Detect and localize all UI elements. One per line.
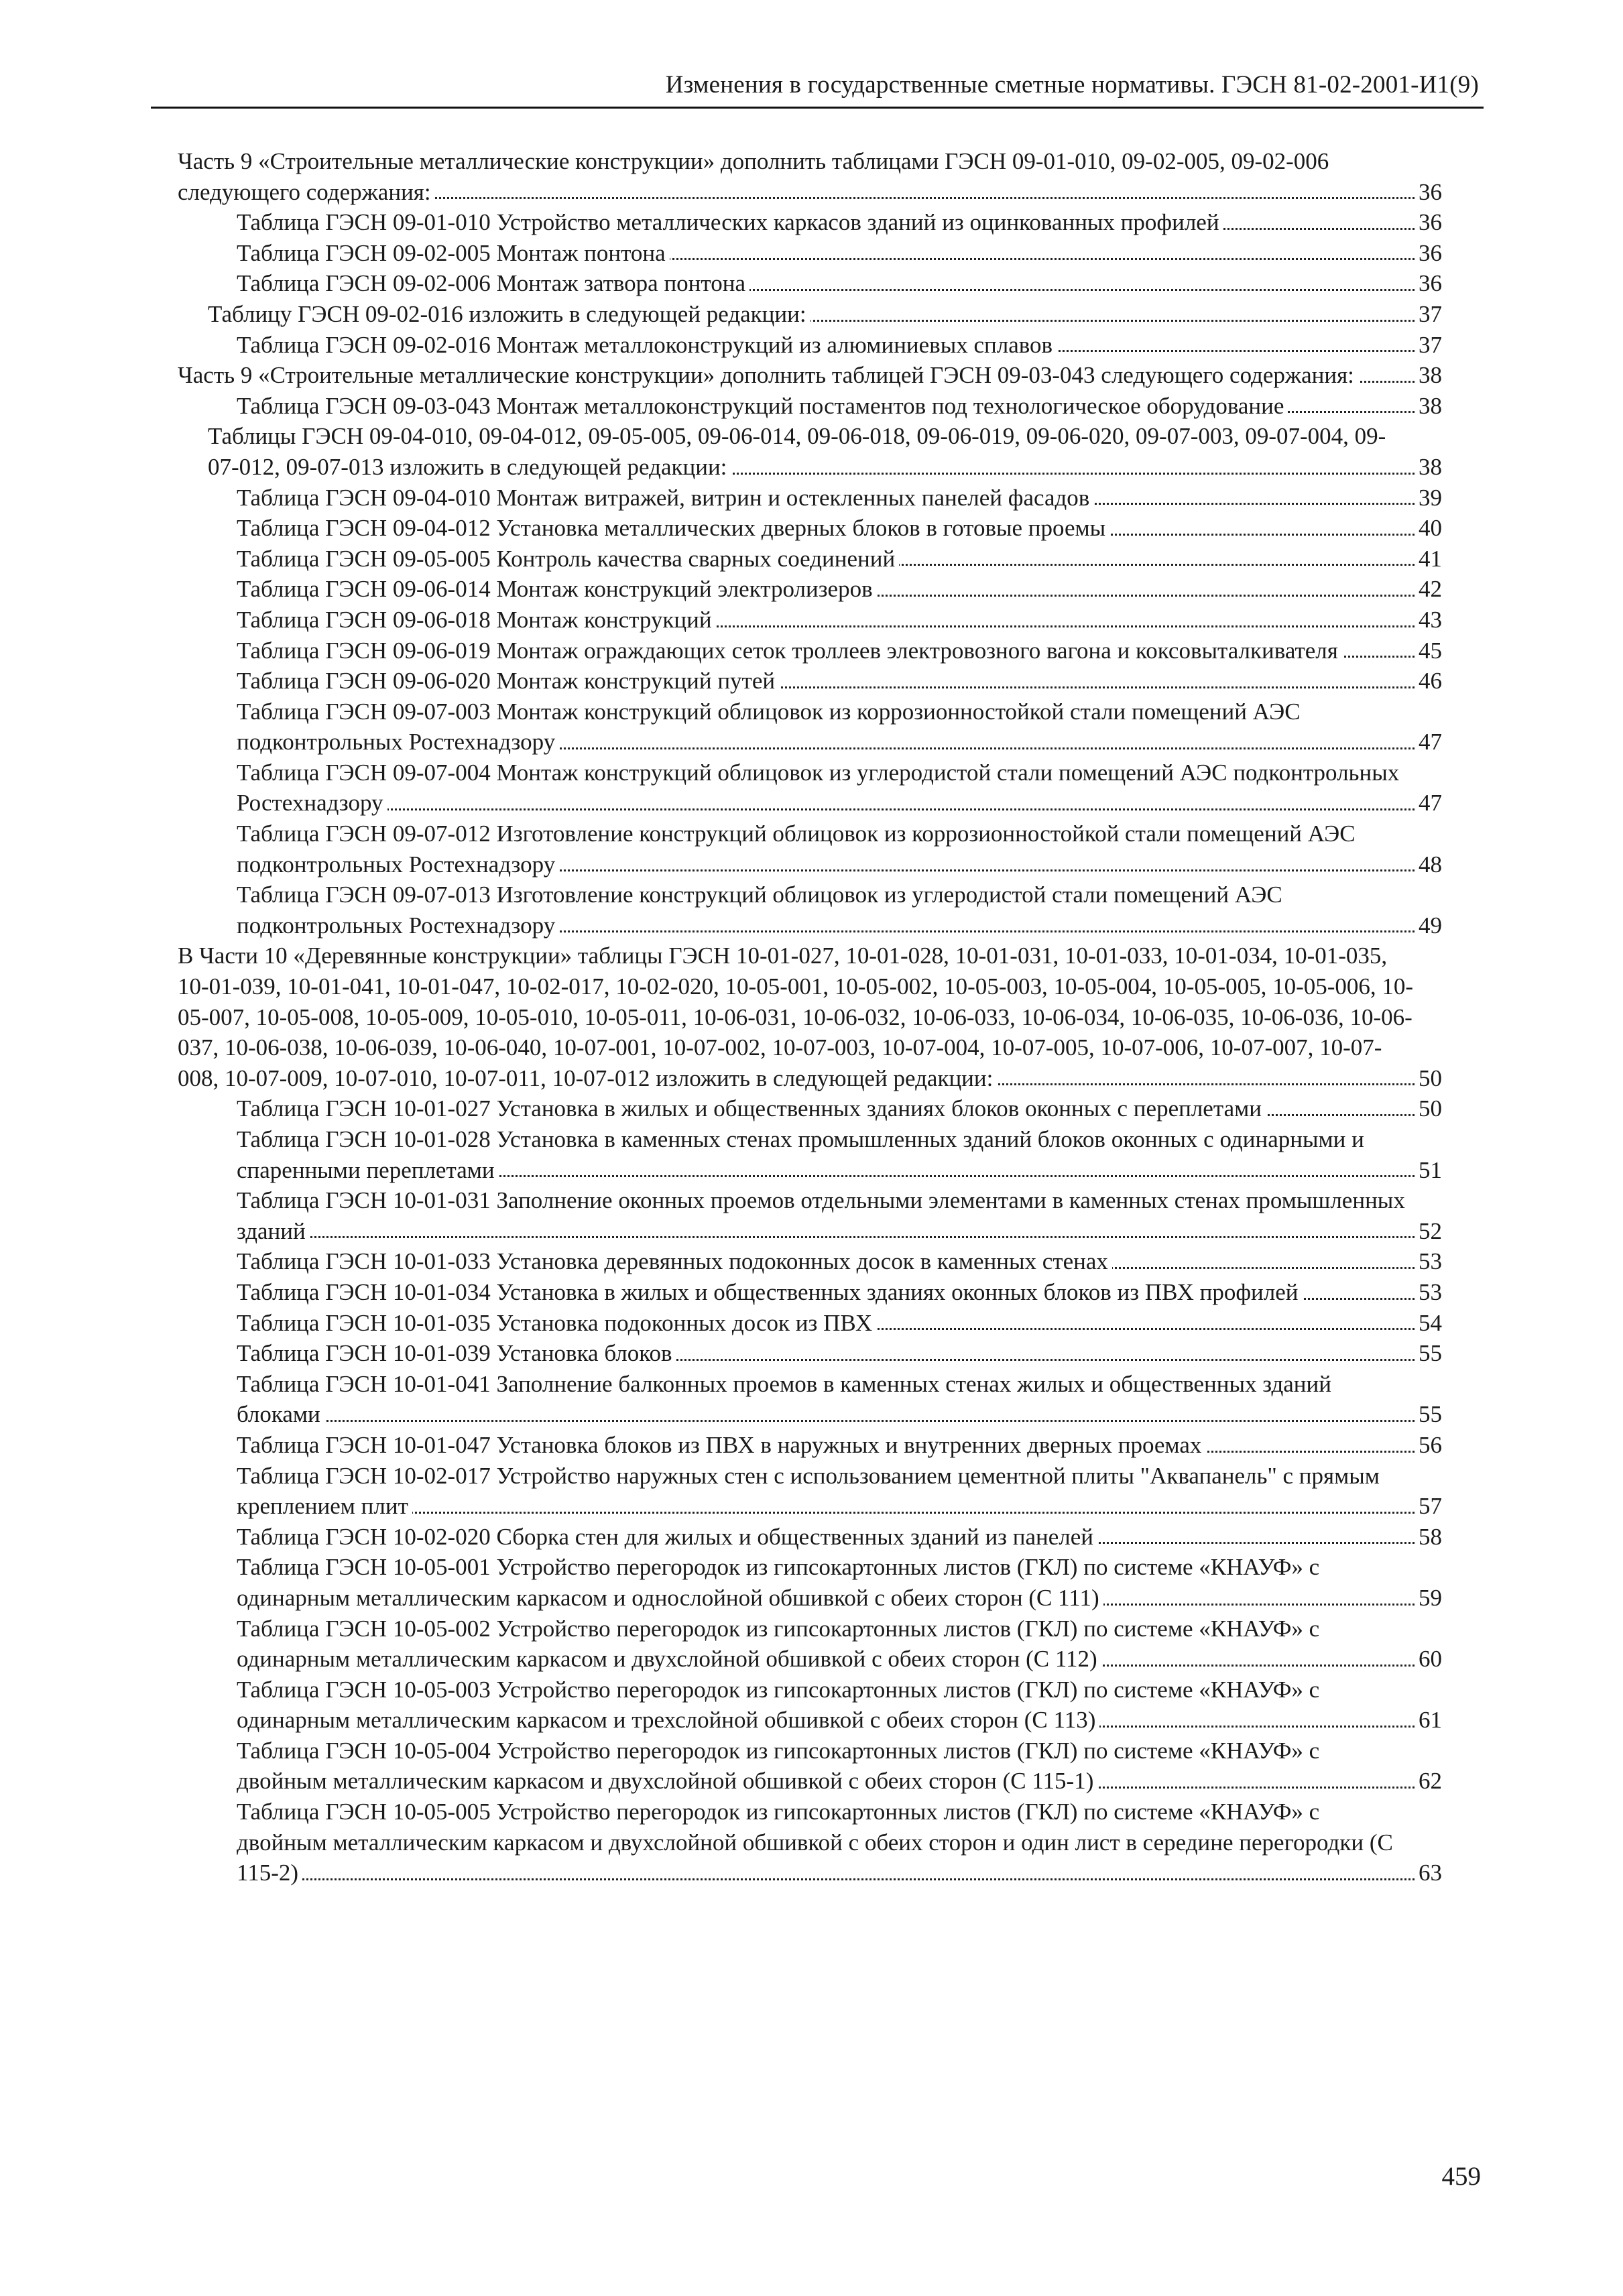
table-of-contents xyxy=(178,146,1461,1888)
toc-entry[interactable] xyxy=(237,666,1461,697)
toc-entry-title: Таблица ГЭСН 10-01-041 Заполнение балконных проемов в каменных стенах жилых и общественных зданий блоками xyxy=(237,1370,1332,1428)
toc-entry[interactable] xyxy=(178,941,1461,1093)
toc-entry-title: Таблица ГЭСН 09-07-013 Изготовление конструкций облицовок из углеродистой стали помещений АЭС подконтрольных Ростехнадзору xyxy=(237,882,1282,939)
toc-entry[interactable] xyxy=(237,1552,1461,1613)
toc-entry-page-number: 36 xyxy=(1419,270,1442,297)
toc-entry-page-number: 43 xyxy=(1419,606,1442,633)
toc-entry[interactable] xyxy=(237,1185,1461,1246)
toc-entry-title: Таблица ГЭСН 10-01-035 Установка подоконных досок из ПВХ xyxy=(237,1310,876,1336)
toc-entry-page-number: 38 xyxy=(1419,453,1442,480)
toc-entry[interactable] xyxy=(208,299,1461,330)
toc-entry-title: Таблица ГЭСН 10-05-005 Устройство перегородок из гипсокартонных листов (ГКЛ) по системе «КНАУФ» с двойным металлическим каркасом и двухслойной обшивкой с обеих сторон и один лист в середине перегородки (С 115-2) xyxy=(237,1799,1393,1886)
toc-entry[interactable] xyxy=(237,1093,1461,1124)
toc-entry-title: Часть 9 «Строительные металлические конструкции» дополнить таблицей ГЭСН 09-03-043 следующего содержания: xyxy=(178,362,1358,388)
toc-entry-title: Таблица ГЭСН 09-06-019 Монтаж ограждающих сеток троллеев электровозного вагона и коксовыталкивателя xyxy=(237,638,1342,664)
toc-entry-page-number: 40 xyxy=(1419,515,1442,542)
toc-entry[interactable] xyxy=(237,1246,1461,1277)
toc-entry-page-number: 47 xyxy=(1419,790,1442,817)
toc-entry[interactable] xyxy=(178,146,1461,207)
toc-entry[interactable] xyxy=(237,697,1461,758)
toc-entry[interactable] xyxy=(237,391,1461,422)
toc-entry-title: Таблица ГЭСН 09-02-016 Монтаж металлоконструкций из алюминиевых сплавов xyxy=(237,332,1057,358)
toc-entry-title: Таблица ГЭСН 09-07-012 Изготовление конструкций облицовок из коррозионностойкой стали помещений АЭС подконтрольных Ростехнадзору xyxy=(237,821,1356,878)
toc-entry-title: Таблица ГЭСН 09-07-003 Монтаж конструкций облицовок из коррозионностойкой стали помещений АЭС подконтрольных Ростехнадзору xyxy=(237,698,1301,756)
toc-entry-title: Таблица ГЭСН 10-05-002 Устройство перегородок из гипсокартонных листов (ГКЛ) по системе «КНАУФ» с одинарным металлическим каркасом и двухслойной обшивкой с обеих сторон (С 112) xyxy=(237,1615,1320,1673)
toc-entry-title: В Части 10 «Деревянные конструкции» таблицы ГЭСН 10-01-027, 10-01-028, 10-01-031, 10-01-033, 10-01-034, 10-01-035, 10-01-039, 10-01-041, 10-01-047, 10-02-017, 10-02-020, 10-05-001, 10-05-002, 10-05-003, 10-05-004, 10-05-005, 10-05-006, 10-05-007, 10-05-008, 10-05-009, 10-05-010, 10-05-011, 10-06-031, 10-06-032, 10-06-033, 10-06-034, 10-06-035, 10-06-036, 10-06-037, 10-06-038, 10-06-039, 10-06-040, 10-07-001, 10-07-002, 10-07-003, 10-07-004, 10-07-005, 10-07-006, 10-07-007, 10-07-008, 10-07-009, 10-07-010, 10-07-011, 10-07-012 изложить в следующей редакции: xyxy=(178,943,1414,1091)
toc-entry-title: Таблица ГЭСН 09-06-018 Монтаж конструкций xyxy=(237,607,716,633)
toc-entry-title: Таблица ГЭСН 09-02-006 Монтаж затвора понтона xyxy=(237,270,749,296)
toc-entry-title: Таблица ГЭСН 10-01-028 Установка в каменных стенах промышленных зданий блоков оконных с одинарными и спаренными переплетами xyxy=(237,1126,1364,1183)
toc-entry-title: Таблица ГЭСН 10-01-031 Заполнение оконных проемов отдельными элементами в каменных стенах промышленных зданий xyxy=(237,1187,1405,1244)
toc-entry[interactable] xyxy=(237,819,1461,880)
toc-entry[interactable] xyxy=(237,636,1461,666)
toc-entry-page-number: 54 xyxy=(1419,1309,1442,1336)
toc-entry[interactable] xyxy=(237,1675,1461,1736)
toc-entry-page-number: 55 xyxy=(1419,1401,1442,1428)
toc-entry-page-number: 48 xyxy=(1419,851,1442,878)
toc-entry-page-number: 63 xyxy=(1419,1860,1442,1886)
toc-entry-title: Таблицу ГЭСН 09-02-016 изложить в следующей редакции: xyxy=(208,301,810,327)
header-rule xyxy=(151,107,1484,109)
toc-entry-page-number: 55 xyxy=(1419,1340,1442,1367)
toc-entry-title: Таблицы ГЭСН 09-04-010, 09-04-012, 09-05-005, 09-06-014, 09-06-018, 09-06-019, 09-06-020, 09-07-003, 09-07-004, 09-07-012, 09-07-013 изложить в следующей редакции: xyxy=(208,423,1386,480)
toc-entry-page-number: 37 xyxy=(1419,300,1442,327)
toc-entry-page-number: 56 xyxy=(1419,1431,1442,1458)
toc-entry-title: Таблица ГЭСН 09-06-014 Монтаж конструкций электролизеров xyxy=(237,576,877,602)
toc-entry[interactable] xyxy=(237,544,1461,575)
toc-entry[interactable] xyxy=(237,1736,1461,1797)
toc-entry[interactable] xyxy=(237,574,1461,605)
toc-entry-title: Таблица ГЭСН 09-03-043 Монтаж металлоконструкций постаментов под технологическое оборудование xyxy=(237,393,1288,419)
toc-entry-title: Таблица ГЭСН 10-01-039 Установка блоков xyxy=(237,1340,676,1366)
toc-entry[interactable] xyxy=(237,1124,1461,1185)
toc-entry[interactable] xyxy=(237,1308,1461,1339)
toc-entry-page-number: 38 xyxy=(1419,362,1442,389)
toc-entry-page-number: 36 xyxy=(1419,239,1442,266)
toc-entry-title: Часть 9 «Строительные металлические конструкции» дополнить таблицами ГЭСН 09-01-010, 09-02-005, 09-02-006 следующего содержания: xyxy=(178,148,1329,205)
toc-entry-page-number: 38 xyxy=(1419,392,1442,419)
toc-entry[interactable] xyxy=(237,330,1461,361)
toc-entry[interactable] xyxy=(178,360,1461,391)
toc-entry-title: Таблица ГЭСН 10-05-003 Устройство перегородок из гипсокартонных листов (ГКЛ) по системе «КНАУФ» с одинарным металлическим каркасом и трехслойной обшивкой с обеих сторон (С 113) xyxy=(237,1676,1320,1734)
toc-entry-page-number: 50 xyxy=(1419,1095,1442,1122)
toc-entry-title: Таблица ГЭСН 09-07-004 Монтаж конструкций облицовок из углеродистой стали помещений АЭС подконтрольных Ростехнадзору xyxy=(237,759,1400,817)
page-number: 459 xyxy=(1441,2162,1481,2191)
toc-entry-page-number: 58 xyxy=(1419,1523,1442,1550)
dot-leader xyxy=(237,808,1415,810)
toc-entry[interactable] xyxy=(237,1338,1461,1369)
toc-entry-title: Таблица ГЭСН 10-02-020 Сборка стен для жилых и общественных зданий из панелей xyxy=(237,1524,1097,1550)
toc-entry-page-number: 46 xyxy=(1419,668,1442,694)
toc-entry[interactable] xyxy=(237,513,1461,544)
toc-entry-page-number: 50 xyxy=(1419,1065,1442,1091)
dot-leader xyxy=(237,1512,1415,1514)
toc-entry-page-number: 51 xyxy=(1419,1156,1442,1183)
toc-entry-page-number: 52 xyxy=(1419,1217,1442,1244)
toc-entry-page-number: 53 xyxy=(1419,1248,1442,1275)
toc-entry-page-number: 60 xyxy=(1419,1646,1442,1673)
dot-leader xyxy=(237,1236,1415,1238)
toc-entry[interactable] xyxy=(237,238,1461,269)
toc-entry-title: Таблица ГЭСН 10-05-004 Устройство перегородок из гипсокартонных листов (ГКЛ) по системе «КНАУФ» с двойным металлическим каркасом и двухслойной обшивкой с обеих сторон (С 115-1) xyxy=(237,1737,1320,1795)
toc-entry-title: Таблица ГЭСН 09-04-012 Установка металлических дверных блоков в готовые проемы xyxy=(237,515,1109,541)
toc-entry[interactable] xyxy=(237,1277,1461,1308)
toc-entry[interactable] xyxy=(237,880,1461,941)
toc-entry-title: Таблица ГЭСН 10-01-034 Установка в жилых и общественных зданиях оконных блоков из ПВХ профилей xyxy=(237,1279,1302,1305)
toc-entry[interactable] xyxy=(237,605,1461,636)
toc-entry[interactable] xyxy=(237,1797,1461,1888)
toc-entry-page-number: 37 xyxy=(1419,331,1442,358)
toc-entry-title: Таблица ГЭСН 09-02-005 Монтаж понтона xyxy=(237,240,670,266)
toc-entry-page-number: 62 xyxy=(1419,1768,1442,1795)
toc-entry-title: Таблица ГЭСН 09-01-010 Устройство металлических каркасов зданий из оцинкованных профилей xyxy=(237,209,1223,235)
toc-entry-page-number: 57 xyxy=(1419,1493,1442,1520)
toc-entry-page-number: 47 xyxy=(1419,729,1442,756)
toc-entry-page-number: 36 xyxy=(1419,178,1442,205)
toc-entry[interactable] xyxy=(237,483,1461,513)
toc-entry[interactable] xyxy=(237,1522,1461,1553)
toc-entry-title: Таблица ГЭСН 09-05-005 Контроль качества сварных соединений xyxy=(237,546,899,572)
toc-entry-page-number: 49 xyxy=(1419,912,1442,939)
toc-entry[interactable] xyxy=(237,1461,1461,1522)
running-header: Изменения в государственные сметные нормативы. ГЭСН 81-02-2001-И1(9) xyxy=(665,71,1479,99)
toc-entry[interactable] xyxy=(237,1369,1461,1430)
toc-entry-page-number: 53 xyxy=(1419,1278,1442,1305)
toc-entry-page-number: 42 xyxy=(1419,576,1442,603)
toc-entry-title: Таблица ГЭСН 10-01-033 Установка деревянных подоконных досок в каменных стенах xyxy=(237,1248,1112,1274)
toc-entry-page-number: 61 xyxy=(1419,1707,1442,1734)
toc-entry-page-number: 45 xyxy=(1419,637,1442,664)
dot-leader xyxy=(237,1420,1415,1422)
toc-entry[interactable] xyxy=(237,1614,1461,1675)
dot-leader xyxy=(237,1878,1415,1880)
toc-entry-title: Таблица ГЭСН 09-04-010 Монтаж витражей, витрин и остекленных панелей фасадов xyxy=(237,485,1093,511)
toc-entry-title: Таблица ГЭСН 10-05-001 Устройство перегородок из гипсокартонных листов (ГКЛ) по системе «КНАУФ» с одинарным металлическим каркасом и однослойной обшивкой с обеих сторон (С 111) xyxy=(237,1554,1320,1611)
toc-entry-title: Таблица ГЭСН 10-01-047 Установка блоков из ПВХ в наружных и внутренних дверных проемах xyxy=(237,1432,1205,1458)
toc-entry[interactable] xyxy=(237,1430,1461,1461)
toc-entry[interactable] xyxy=(237,758,1461,819)
toc-entry-title: Таблица ГЭСН 10-02-017 Устройство наружных стен с использованием цементной плиты "Аквапанель" с прямым креплением плит xyxy=(237,1462,1380,1520)
toc-entry[interactable] xyxy=(208,421,1461,482)
toc-entry-page-number: 59 xyxy=(1419,1584,1442,1611)
toc-entry[interactable] xyxy=(237,207,1461,238)
toc-entry[interactable] xyxy=(237,268,1461,299)
toc-entry-page-number: 41 xyxy=(1419,545,1442,572)
toc-entry-page-number: 39 xyxy=(1419,484,1442,511)
toc-entry-title: Таблица ГЭСН 10-01-027 Установка в жилых и общественных зданиях блоков оконных с переплетами xyxy=(237,1095,1266,1122)
toc-entry-title: Таблица ГЭСН 09-06-020 Монтаж конструкций путей xyxy=(237,668,779,694)
toc-entry-page-number: 36 xyxy=(1419,209,1442,236)
